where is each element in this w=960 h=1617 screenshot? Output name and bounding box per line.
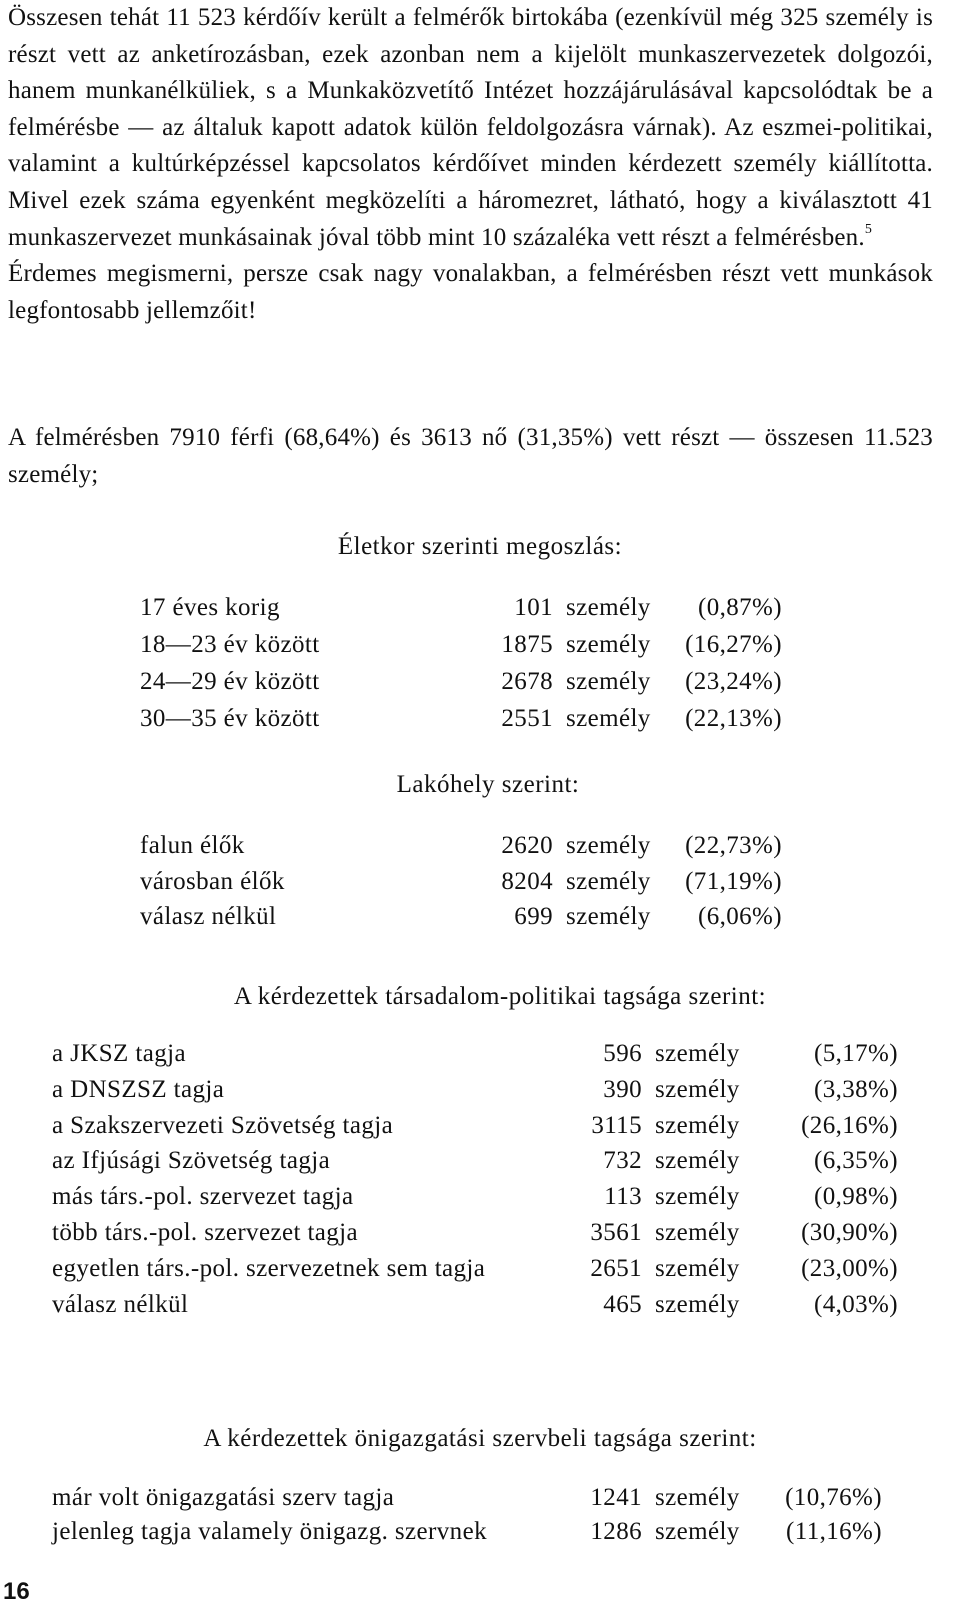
row-percentage: (10,76%) xyxy=(785,1484,882,1511)
table-row xyxy=(52,1183,898,1219)
row-label: a Szakszervezeti Szövetség tagja xyxy=(52,1111,394,1139)
row-unit: személy xyxy=(655,1075,740,1103)
table-row xyxy=(140,832,782,868)
row-unit: személy xyxy=(655,1290,740,1318)
row-count: 390 xyxy=(603,1075,642,1103)
row-count: 1286 xyxy=(590,1518,642,1545)
intro-paragraph-1-text: Összesen tehát 11 523 kérdőív került a felmérők birtokába (ezenkívül még 325 személy is részt vett az anketírozásban, ezek azonban nem a kijelölt munkaszervezetek dolgozói, hanem munkanélküliek, s a Munkaközvetítő Intézet hozzájárulásával kapcsolódtak be a felmérésbe — az általuk kapott adatok külön feldolgozásra várnak). Az eszmei-politikai, valamint a kultúrképzéssel kapcsolatos kérdőívet minden kérdezett személy kiállította. Mivel ezek száma egyenként megközelíti a háromezret, látható, hogy a kiválasztott 41 munkaszervezet munkásainak jóval több mint 10 százaléka vett részt a felmérésben. xyxy=(8,4,933,251)
row-percentage: (23,00%) xyxy=(801,1254,898,1282)
intro-paragraph-2: Érdemes megismerni, persze csak nagy vonalakban, a felmérésben részt vett munkások legfontosabb jellemzőit! xyxy=(8,260,933,324)
row-percentage: (23,24%) xyxy=(685,668,782,695)
row-label: falun élők xyxy=(140,832,245,859)
row-label: egyetlen társ.-pol. szervezetnek sem tagja xyxy=(52,1254,486,1282)
row-count: 699 xyxy=(514,903,553,930)
row-unit: személy xyxy=(566,867,651,895)
row-percentage: (30,90%) xyxy=(801,1219,898,1246)
section-title-age: Életkor szerinti megoszlás: xyxy=(337,533,623,560)
row-count: 732 xyxy=(603,1147,642,1175)
row-percentage: (5,17%) xyxy=(813,1040,898,1067)
row-percentage: (11,16%) xyxy=(786,1518,882,1545)
row-unit: személy xyxy=(655,1183,740,1211)
row-percentage: (4,03%) xyxy=(813,1290,898,1318)
row-label: 24—29 év között xyxy=(140,668,320,695)
row-percentage: (22,73%) xyxy=(685,832,782,859)
table-row xyxy=(52,1147,898,1183)
row-label: jelenleg tagja valamely önigazg. szervnek xyxy=(52,1518,487,1545)
row-percentage: (3,38%) xyxy=(813,1075,898,1103)
table-row xyxy=(52,1484,882,1520)
intro-text xyxy=(8,0,933,329)
row-label: 17 éves korig xyxy=(140,594,280,621)
row-count: 465 xyxy=(603,1290,642,1318)
row-percentage: (6,35%) xyxy=(813,1147,898,1175)
table-row xyxy=(140,903,782,939)
table-row xyxy=(52,1219,898,1255)
row-label: városban élők xyxy=(140,867,285,895)
row-unit: személy xyxy=(655,1219,740,1246)
row-count: 2620 xyxy=(501,832,553,859)
row-count: 1875 xyxy=(501,631,553,658)
row-unit: személy xyxy=(566,832,651,859)
row-label: már volt önigazgatási szerv tagja xyxy=(52,1484,395,1511)
row-percentage: (71,19%) xyxy=(685,867,782,895)
row-count: 2678 xyxy=(501,668,553,695)
intro-paragraph-3 xyxy=(8,420,933,493)
table-row xyxy=(52,1076,898,1112)
row-label: 18—23 év között xyxy=(140,631,320,658)
row-unit: személy xyxy=(655,1111,740,1139)
row-count: 3561 xyxy=(590,1219,642,1246)
row-count: 1241 xyxy=(590,1484,642,1511)
row-label: több társ.-pol. szervezet tagja xyxy=(52,1219,359,1246)
row-unit: személy xyxy=(655,1040,740,1067)
row-percentage: (16,27%) xyxy=(685,631,782,658)
table-row xyxy=(52,1112,898,1148)
row-count: 596 xyxy=(603,1040,642,1067)
row-count: 113 xyxy=(604,1183,642,1211)
row-percentage: (0,98%) xyxy=(813,1183,898,1211)
row-percentage: (0,87%) xyxy=(697,594,782,621)
row-unit: személy xyxy=(655,1147,740,1175)
section-title-residence: Lakóhely szerint: xyxy=(396,771,580,798)
row-label: válasz nélkül xyxy=(52,1290,189,1318)
row-count: 2551 xyxy=(501,705,553,732)
row-unit: személy xyxy=(566,705,651,732)
row-label: a DNSZSZ tagja xyxy=(52,1075,225,1103)
row-unit: személy xyxy=(566,631,651,658)
table-row xyxy=(140,594,782,630)
table-row xyxy=(140,668,782,704)
table-row xyxy=(52,1291,898,1327)
row-percentage: (6,06%) xyxy=(697,903,782,930)
row-count: 3115 xyxy=(591,1111,642,1139)
row-unit: személy xyxy=(566,903,651,930)
row-unit: személy xyxy=(566,594,651,621)
row-label: válasz nélkül xyxy=(140,903,277,930)
table-row xyxy=(52,1255,898,1291)
footnote-reference: 5 xyxy=(864,222,873,238)
table-row xyxy=(52,1040,898,1076)
row-count: 101 xyxy=(514,594,553,621)
row-unit: személy xyxy=(655,1484,740,1511)
table-row xyxy=(140,868,782,904)
table-row xyxy=(52,1518,882,1554)
table-row xyxy=(140,631,782,667)
intro-paragraph-1 xyxy=(8,0,933,256)
intro-paragraph-3-text: A felmérésben 7910 férfi (68,64%) és 3613 nő (31,35%) vett részt — összesen 11.523 személy; xyxy=(8,424,933,488)
row-percentage: (26,16%) xyxy=(801,1111,898,1139)
row-percentage: (22,13%) xyxy=(685,705,782,732)
row-label: 30—35 év között xyxy=(140,705,320,732)
row-label: más társ.-pol. szervezet tagja xyxy=(52,1183,354,1211)
section-title-selfmanagement: A kérdezettek önigazgatási szervbeli tagsága szerint: xyxy=(203,1425,757,1452)
row-label: az Ifjúsági Szövetség tagja xyxy=(52,1147,331,1175)
row-unit: személy xyxy=(655,1518,740,1545)
row-unit: személy xyxy=(566,668,651,695)
section-title-sociopolitical: A kérdezettek társadalom-politikai tagsága szerint: xyxy=(233,983,767,1010)
row-unit: személy xyxy=(655,1254,740,1282)
table-row xyxy=(140,705,782,741)
page-number: 16 xyxy=(3,1578,30,1605)
row-count: 2651 xyxy=(590,1254,642,1282)
row-label: a JKSZ tagja xyxy=(52,1040,186,1067)
row-count: 8204 xyxy=(501,867,553,895)
